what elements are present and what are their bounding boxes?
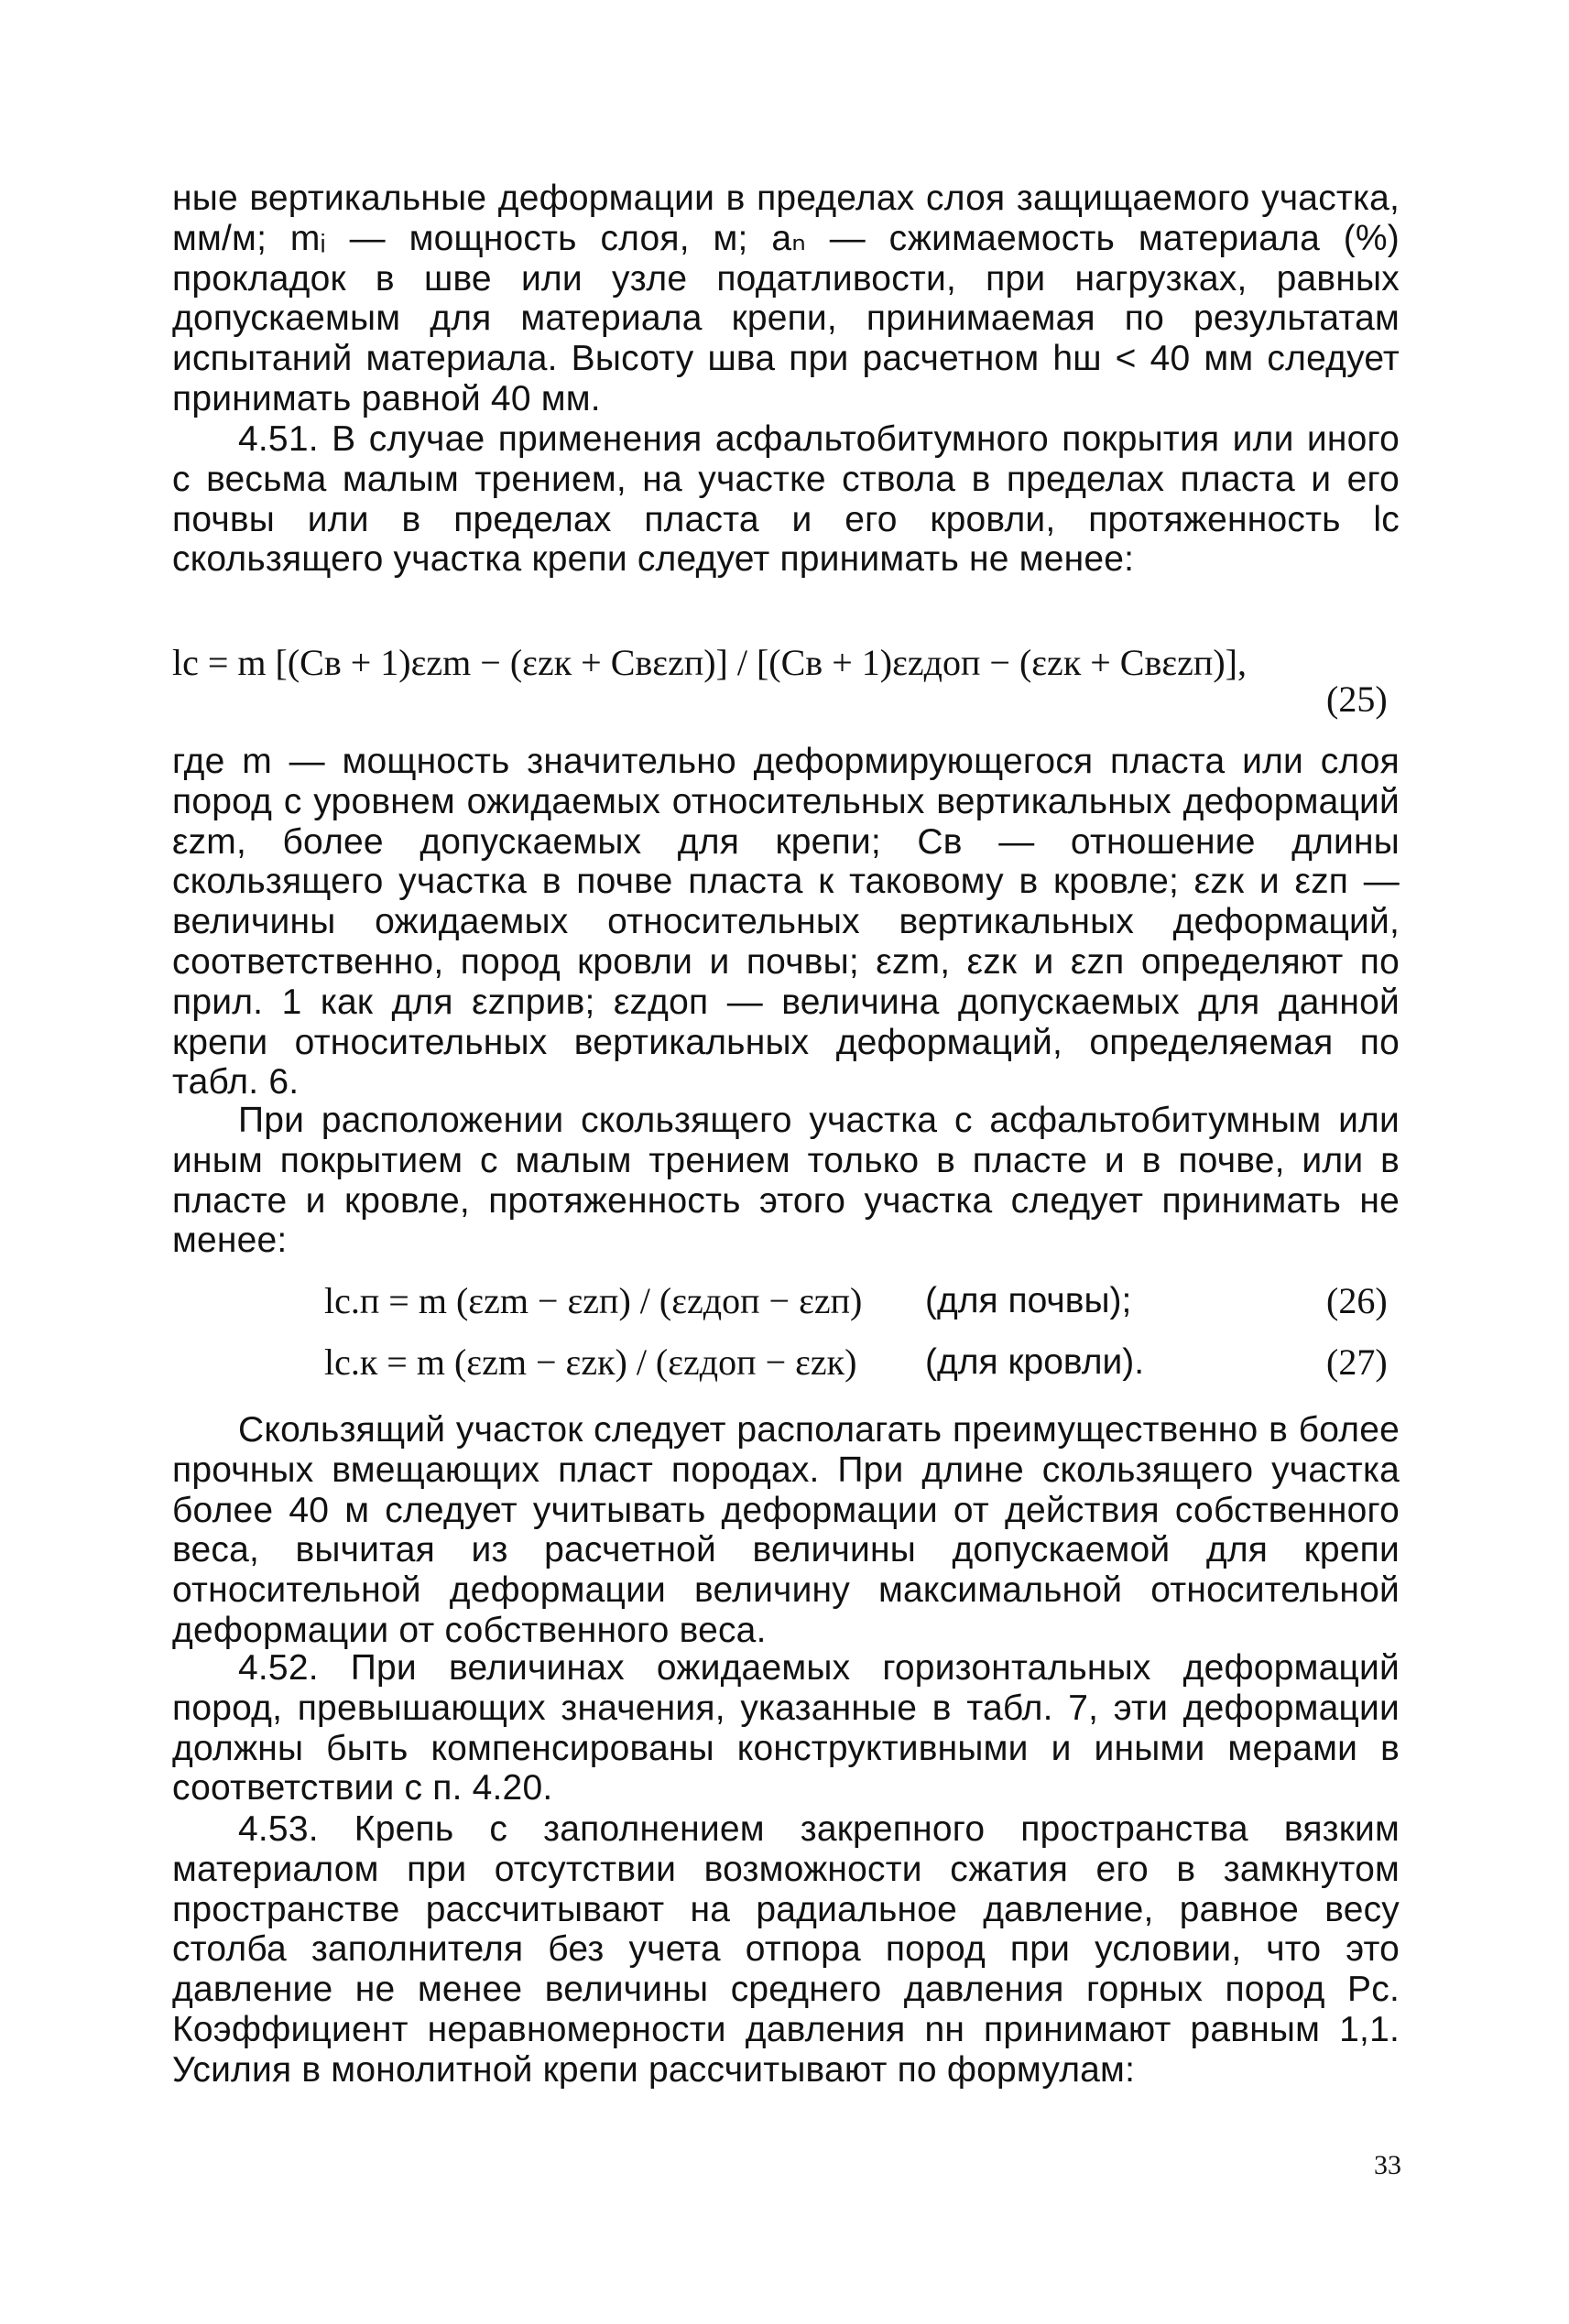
paragraph-sliding-placement: Скользящий участок следует располагать преимущественно в более прочных вмещающих пласт породах. При длине скользящего участка более 40 м следует учитывать деформации от действия собственного веса, вычитая из расчетной величины допускаемой для крепи относительной деформации величину максимальной относительной деформации от собственного веса.: [172, 1410, 1400, 1650]
formula-27: lс.к = m (εzm − εzк) / (εzдоп − εzк): [324, 1341, 857, 1383]
section-4-51: [172, 419, 1400, 580]
section-4-52: [172, 1648, 1400, 1808]
formula-25-number: (25): [1326, 679, 1388, 720]
section-sliding-placement: [172, 1410, 1400, 1651]
formula-25: lс = m [(Cв + 1)εzm − (εzк + Cвεzп)] / [(Cв + 1)εzдоп − (εzк + Cвεzп)],: [172, 642, 1247, 683]
paragraph-deformations: ные вертикальные деформации в пределах слоя защищаемого участка, мм/м; mᵢ — мощность слоя, м; aₙ — сжимаемость материала (%) прокладок в шве или узле податливости, при нагрузках, равных допускаемым для материала крепи, принимаемая по результатам испытаний материала. Высоту шва при расчетном hш < 40 мм следует принимать равной 40 мм.: [172, 179, 1400, 418]
paragraph-4-52: 4.52. При величинах ожидаемых горизонтальных деформаций пород, превышающих значения, указанные в табл. 7, эти деформации должны быть компенсированы конструктивными и иными мерами в соответствии с п. 4.20.: [172, 1648, 1400, 1808]
page-number: 33: [1374, 2150, 1401, 2180]
paragraph-continuation: [172, 179, 1400, 419]
section-sliding-location: [172, 1101, 1400, 1261]
paragraph-sliding-location: При расположении скользящего участка с асфальтобитумным или иным покрытием с малым трением только в пласте и в почве, или в пласте и кровле, протяженность этого участка следует принимать не менее:: [172, 1101, 1400, 1261]
formula-26: lс.п = m (εzm − εzп) / (εzдоп − εzп): [324, 1280, 863, 1321]
where-block: [172, 742, 1400, 1102]
paragraph-4-51: 4.51. В случае применения асфальтобитумного покрытия или иного с весьма малым трением, на участке ствола в пределах пласта и его почвы или в пределах пласта и его кровли, протяженность lс скользящего участка крепи следует принимать не менее:: [172, 419, 1400, 580]
formula-27-note: (для кровли).: [925, 1342, 1145, 1382]
section-4-53: [172, 1809, 1400, 2091]
formula-27-number: (27): [1326, 1341, 1388, 1383]
formula-26-note: (для почвы);: [925, 1281, 1132, 1320]
paragraph-4-53: 4.53. Крепь с заполнением закрепного пространства вязким материалом при отсутствии возможности сжатия его в замкнутом пространстве рассчитывают на радиальное давление, равное весу столба заполнителя без учета отпора пород при условии, что это давление не менее величины среднего давления горных пород Pс. Коэффициент неравномерности давления nн принимают равным 1,1. Усилия в монолитной крепи рассчитывают по формулам:: [172, 1809, 1400, 2090]
paragraph-where: где m — мощность значительно деформирующегося пласта или слоя пород с уровнем ожидаемых относительных вертикальных деформаций εzm, более допускаемых для крепи; Cв — отношение длины скользящего участка в почве пласта к таковому в кровле; εzк и εzп — величины ожидаемых относительных вертикальных деформаций, соответственно, пород кровли и почвы; εzm, εzк и εzп определяют по прил. 1 как для εzприв; εzдоп — величина допускаемых для данной крепи относительных вертикальных деформаций, определяемая по табл. 6.: [172, 742, 1400, 1102]
formula-26-number: (26): [1326, 1280, 1388, 1321]
